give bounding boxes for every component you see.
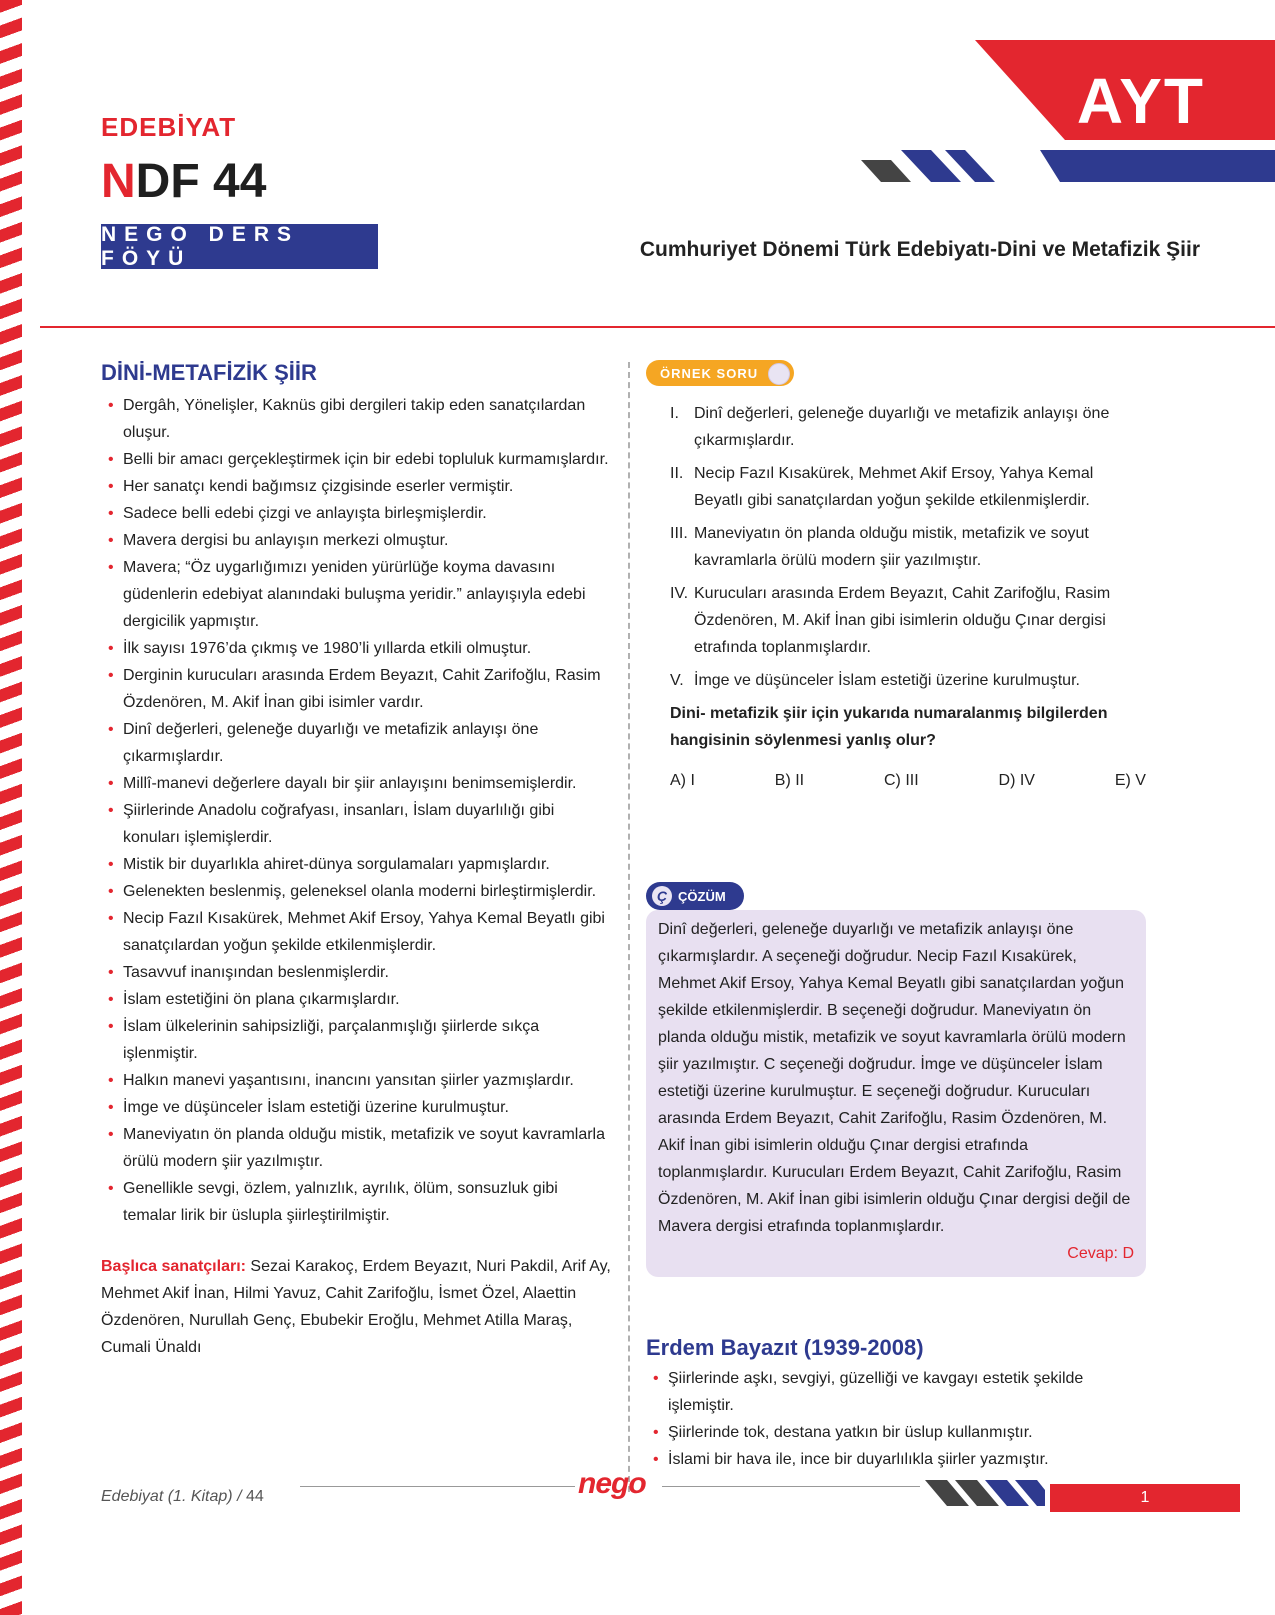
- solution-text: Dinî değerleri, geleneğe duyarlığı ve metafizik anlayışı öne çıkarmışlardır. A seçeneği doğrudur. Necip Fazıl Kısakürek, Mehmet Akif Ersoy, Yahya Kemal Beyatlı gibi sanatçılardan yoğun şekilde etkilenmişlerdir. B seçeneği doğrudur. Maneviyatın ön planda olduğu mistik, metafizik ve soyut kavramlarla örülü modern şiir yazılmıştır. C seçeneği doğrudur. İmge ve düşünceler İslam estetiği üzerine kurulmuştur. E seçeneği doğrudur. Kurucuları arasında Erdem Beyazıt, Cahit Zarifoğlu, Rasim Özdenören, M. Akif İnan gibi isimlerin olduğu Çınar dergisi etrafında toplanmışlardır. Kurucuları Erdem Beyazıt, Cahit Zarifoğlu, Rasim Özdenören, M. Akif İnan gibi isimlerin olduğu Çınar dergisi değil de Mavera dergisi etrafında toplanmışlardır.: [658, 921, 1131, 1235]
- footer-line-left: [300, 1486, 575, 1487]
- example-question-label: ÖRNEK SORU: [660, 365, 759, 381]
- statement-number: V.: [670, 672, 684, 689]
- list-item: • Belli bir amacı gerçekleştirmek için bir edebi topluluk kurmamışlardır.: [123, 446, 611, 473]
- feature-list: [101, 392, 611, 1229]
- list-item: • İslami bir hava ile, ince bir duyarlılıkla şiirler yazmıştır.: [668, 1446, 1146, 1473]
- list-item: • Derginin kurucuları arasında Erdem Beyazıt, Cahit Zarifoğlu, Rasim Özdenören, M. Akif İnan gibi isimler vardır.: [123, 662, 611, 716]
- statement-item: [670, 667, 1146, 694]
- ayt-stripe-1: [861, 160, 911, 182]
- list-item: • Şiirlerinde Anadolu coğrafyası, insanları, İslam duyarlılığı gibi konuları işlemişlerdir.: [123, 797, 611, 851]
- statement-number: IV.: [670, 585, 689, 602]
- list-item: • Dergâh, Yönelişler, Kaknüs gibi dergileri takip eden sanatçılardan oluşur.: [123, 392, 611, 446]
- statement-number: III.: [670, 525, 688, 542]
- main-artists: [101, 1253, 611, 1361]
- footer-stripe-graphic: [925, 1480, 1045, 1506]
- list-item: • İslam ülkelerinin sahipsizliği, parçalanmışlığı şiirlerde sıkça işlenmiştir.: [123, 1013, 611, 1067]
- answer-choices: [670, 772, 1146, 790]
- statement-number: I.: [670, 405, 679, 422]
- list-item: • Necip Fazıl Kısakürek, Mehmet Akif Ersoy, Yahya Kemal Beyatlı gibi sanatçılardan yoğun şekilde etkilenmişlerdir.: [123, 905, 611, 959]
- erdem-list: [646, 1365, 1146, 1473]
- list-item: • Mistik bir duyarlıkla ahiret-dünya sorgulamaları yapmışlardır.: [123, 851, 611, 878]
- header-divider: [40, 326, 1275, 328]
- right-column: [646, 360, 1146, 1473]
- artists-label: Başlıca sanatçıları:: [101, 1258, 246, 1275]
- ndf-banner: NEGO DERS FÖYÜ: [101, 224, 378, 269]
- ayt-navy-band: [1040, 150, 1275, 182]
- list-item: • İlk sayısı 1976’da çıkmış ve 1980’li yıllarda etkili olmuştur.: [123, 635, 611, 662]
- list-item: • İslam estetiğini ön plana çıkarmışlardır.: [123, 986, 611, 1013]
- question-stem: Dini- metafizik şiir için yukarıda numaralanmış bilgilerden hangisinin söylenmesi yanlış olur?: [670, 705, 1108, 749]
- statement-item: [670, 460, 1146, 514]
- topic-title: Cumhuriyet Dönemi Türk Edebiyatı-Dini ve Metafizik Şiir: [639, 238, 1200, 261]
- statement-text: İmge ve düşünceler İslam estetiği üzerine kurulmuştur.: [694, 672, 1080, 689]
- statement-text: Dinî değerleri, geleneğe duyarlığı ve metafizik anlayışı öne çıkarmışlardır.: [694, 405, 1110, 449]
- column-divider: [628, 362, 630, 1492]
- list-item: • Dinî değerleri, geleneğe duyarlığı ve metafizik anlayışı öne çıkarmışlardır.: [123, 716, 611, 770]
- choice-b[interactable]: B) II: [774, 772, 805, 789]
- statement-text: Maneviyatın ön planda olduğu mistik, metafizik ve soyut kavramlarla örülü modern şiir yazılmıştır.: [694, 525, 1089, 569]
- footer-book-ref: [101, 1488, 264, 1506]
- statement-text: Necip Fazıl Kısakürek, Mehmet Akif Ersoy, Yahya Kemal Beyatlı gibi sanatçılardan yoğun şekilde etkilenmişlerdir.: [694, 465, 1094, 509]
- ndf-first-letter: N: [101, 155, 136, 208]
- left-striped-border: [0, 0, 22, 1615]
- left-column: [101, 360, 611, 1361]
- statement-number: II.: [670, 465, 684, 482]
- solution-label: ÇÖZÜM: [678, 888, 726, 904]
- statement-item: [670, 400, 1146, 454]
- statement-item: [670, 520, 1146, 574]
- ndf-rest: DF 44: [135, 155, 267, 208]
- solution-letter-icon: Ç: [652, 886, 672, 906]
- example-question-badge: [646, 360, 794, 386]
- question-statements: [670, 400, 1146, 694]
- list-item: • Genellikle sevgi, özlem, yalnızlık, ayrılık, ölüm, sonsuzluk gibi temalar lirik bir üslupla şiirleştirilmiştir.: [123, 1175, 611, 1229]
- list-item: • Millî-manevi değerlere dayalı bir şiir anlayışını benimsemişlerdir.: [123, 770, 611, 797]
- nego-logo: nego: [578, 1467, 646, 1500]
- choice-c[interactable]: C) III: [883, 772, 919, 789]
- solution-badge: [646, 882, 744, 910]
- list-item: • Tasavvuf inanışından beslenmişlerdir.: [123, 959, 611, 986]
- answer-label: Cevap: D: [1067, 1245, 1134, 1262]
- artists-names: Sezai Karakoç, Erdem Beyazıt, Nuri Pakdil, Arif Ay, Mehmet Akif İnan, Hilmi Yavuz, Cahit Zarifoğlu, İsmet Özel, Alaettin Özdenören, Nurullah Genç, Ebubekir Eroğlu, Mehmet Atilla Maraş, Cumali Ünaldı: [101, 1258, 611, 1356]
- list-item: • Sadece belli edebi çizgi ve anlayışta birleşmişlerdir.: [123, 500, 611, 527]
- choice-a[interactable]: A) I: [670, 772, 695, 789]
- subject-label: EDEBİYAT: [101, 112, 237, 142]
- section-title: DİNİ-METAFİZİK ŞİİR: [101, 360, 317, 385]
- statement-text: Kurucuları arasında Erdem Beyazıt, Cahit Zarifoğlu, Rasim Özdenören, M. Akif İnan gibi isimlerin olduğu Çınar dergisi etrafında toplanmışlardır.: [694, 585, 1111, 656]
- list-item: • Her sanatçı kendi bağımsız çizgisinde eserler vermiştir.: [123, 473, 611, 500]
- footer-page-ref: 44: [245, 1488, 264, 1505]
- list-item: • Maneviyatın ön planda olduğu mistik, metafizik ve soyut kavramlarla örülü modern şiir yazılmıştır.: [123, 1121, 611, 1175]
- list-item: • Mavera; “Öz uygarlığımızı yeniden yürürlüğe koyma davasını güdenlerin edebiyat alanındaki buluşma yeridir.” anlayışıyla edebi dergicilik yapmıştır.: [123, 554, 611, 635]
- ndf-title: [101, 155, 267, 208]
- footer-line-right: [662, 1486, 920, 1487]
- list-item: • Halkın manevi yaşantısını, inancını yansıtan şiirler yazmışlardır.: [123, 1067, 611, 1094]
- list-item: • Şiirlerinde aşkı, sevgiyi, güzelliği ve kavgayı estetik şekilde işlemiştir.: [668, 1365, 1146, 1419]
- erdem-title: Erdem Bayazıt (1939-2008): [646, 1335, 924, 1360]
- exam-label: AYT: [1076, 65, 1205, 137]
- statement-item: [670, 580, 1146, 661]
- page-number: 1: [1050, 1484, 1240, 1512]
- list-item: • İmge ve düşünceler İslam estetiği üzerine kurulmuştur.: [123, 1094, 611, 1121]
- solution-box: [646, 910, 1146, 1277]
- list-item: • Mavera dergisi bu anlayışın merkezi olmuştur.: [123, 527, 611, 554]
- footer-book: Edebiyat (1. Kitap) /: [101, 1488, 242, 1505]
- choice-e[interactable]: E) V: [1114, 772, 1146, 789]
- choice-d[interactable]: D) IV: [998, 772, 1035, 789]
- list-item: • Gelenekten beslenmiş, geleneksel olanla moderni birleştirmişlerdir.: [123, 878, 611, 905]
- ayt-header-graphic: [855, 40, 1275, 195]
- list-item: • Şiirlerinde tok, destana yatkın bir üslup kullanmıştır.: [668, 1419, 1146, 1446]
